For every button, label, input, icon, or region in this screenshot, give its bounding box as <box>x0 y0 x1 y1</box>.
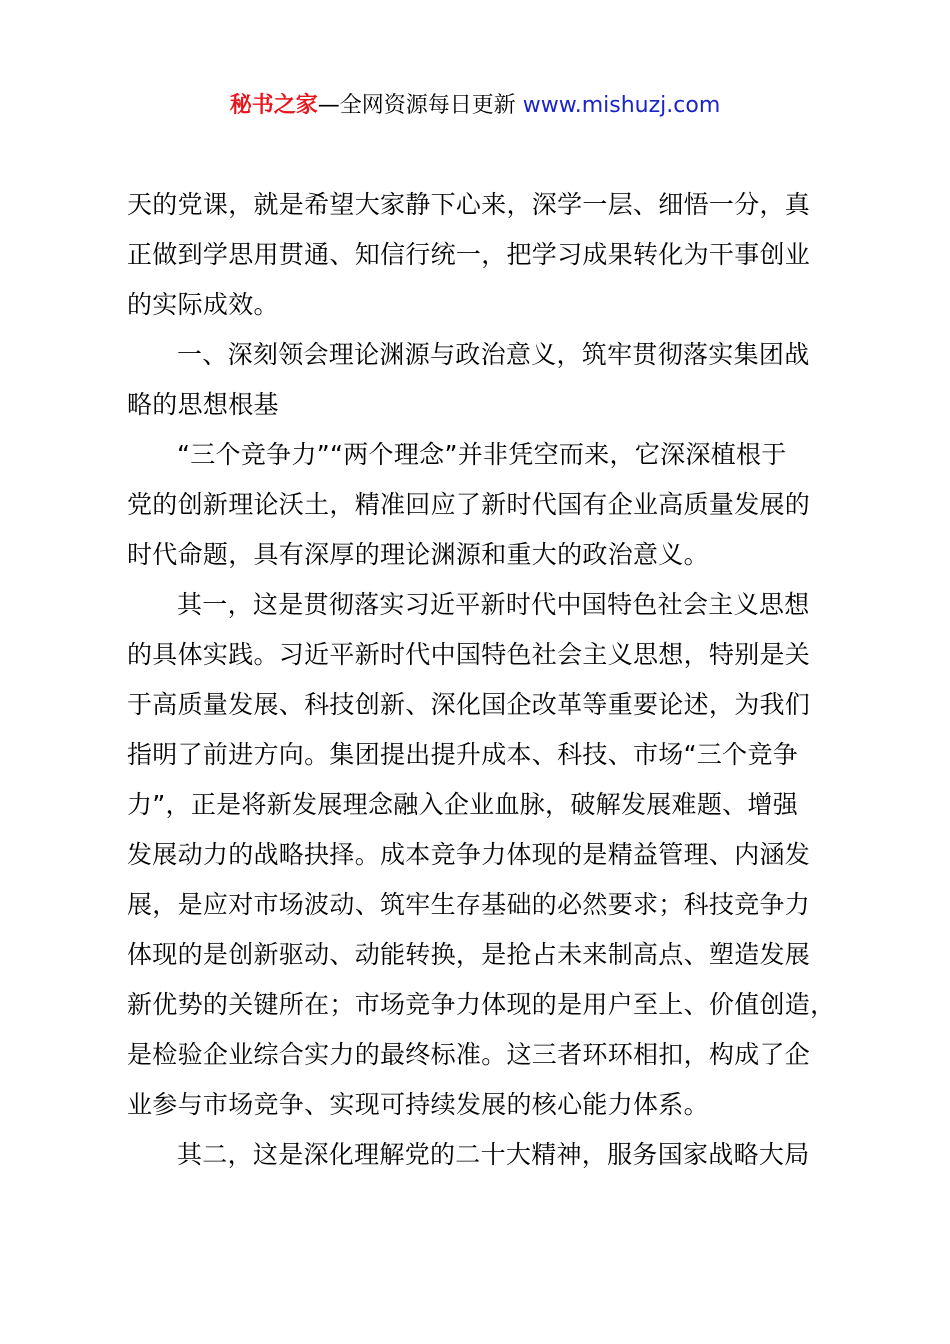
text-line: 其二，这是深化理解党的二十大精神，服务国家战略大局 <box>177 1140 810 1169</box>
text-line: 其一，这是贯彻落实习近平新时代中国特色社会主义思想 <box>177 590 810 619</box>
text-line: 力”，正是将新发展理念融入企业血脉，破解发展难题、增强 <box>127 790 799 819</box>
text-line: 是检验企业综合实力的最终标准。这三者环环相扣，构成了企 <box>127 1040 811 1069</box>
text-line: 党的创新理论沃土，精准回应了新时代国有企业高质量发展的 <box>127 490 811 519</box>
site-url[interactable]: www.mishuzj.com <box>522 93 721 118</box>
text-line: 时代命题，具有深厚的理论渊源和重大的政治意义。 <box>127 540 709 569</box>
text-line: 展，是应对市场波动、筑牢生存基础的必然要求；科技竞争力 <box>127 890 811 919</box>
text-line: 指明了前进方向。集团提出提升成本、科技、市场“三个竞争 <box>127 740 799 769</box>
site-tagline: —全网资源每日更新 <box>317 93 523 118</box>
section-heading: 一、深刻领会理论渊源与政治意义，筑牢贯彻落实集团战 <box>177 340 810 369</box>
text-line: 于高质量发展、科技创新、深化国企改革等重要论述，为我们 <box>127 690 811 719</box>
section-heading-continued: 略的思想根基 <box>127 390 279 419</box>
text-line: 体现的是创新驱动、动能转换，是抢占未来制高点、塑造发展 <box>127 940 811 969</box>
text-line: 的实际成效。 <box>127 290 279 319</box>
text-line: 新优势的关键所在；市场竞争力体现的是用户至上、价值创造， <box>127 990 836 1019</box>
text-line: 正做到学思用贯通、知信行统一，把学习成果转化为干事创业 <box>127 240 811 269</box>
text-line: 天的党课，就是希望大家静下心来，深学一层、细悟一分，真 <box>127 190 811 219</box>
document-body <box>127 180 839 1180</box>
site-brand: 秘书之家 <box>229 93 318 118</box>
text-line: 发展动力的战略抉择。成本竞争力体现的是精益管理、内涵发 <box>127 840 811 869</box>
text-line: 的具体实践。习近平新时代中国特色社会主义思想，特别是关 <box>127 640 811 669</box>
text-line: “三个竞争力”“两个理念”并非凭空而来，它深深植根于 <box>177 440 787 469</box>
text-line: 业参与市场竞争、实现可持续发展的核心能力体系。 <box>127 1090 709 1119</box>
document-header <box>0 88 950 124</box>
